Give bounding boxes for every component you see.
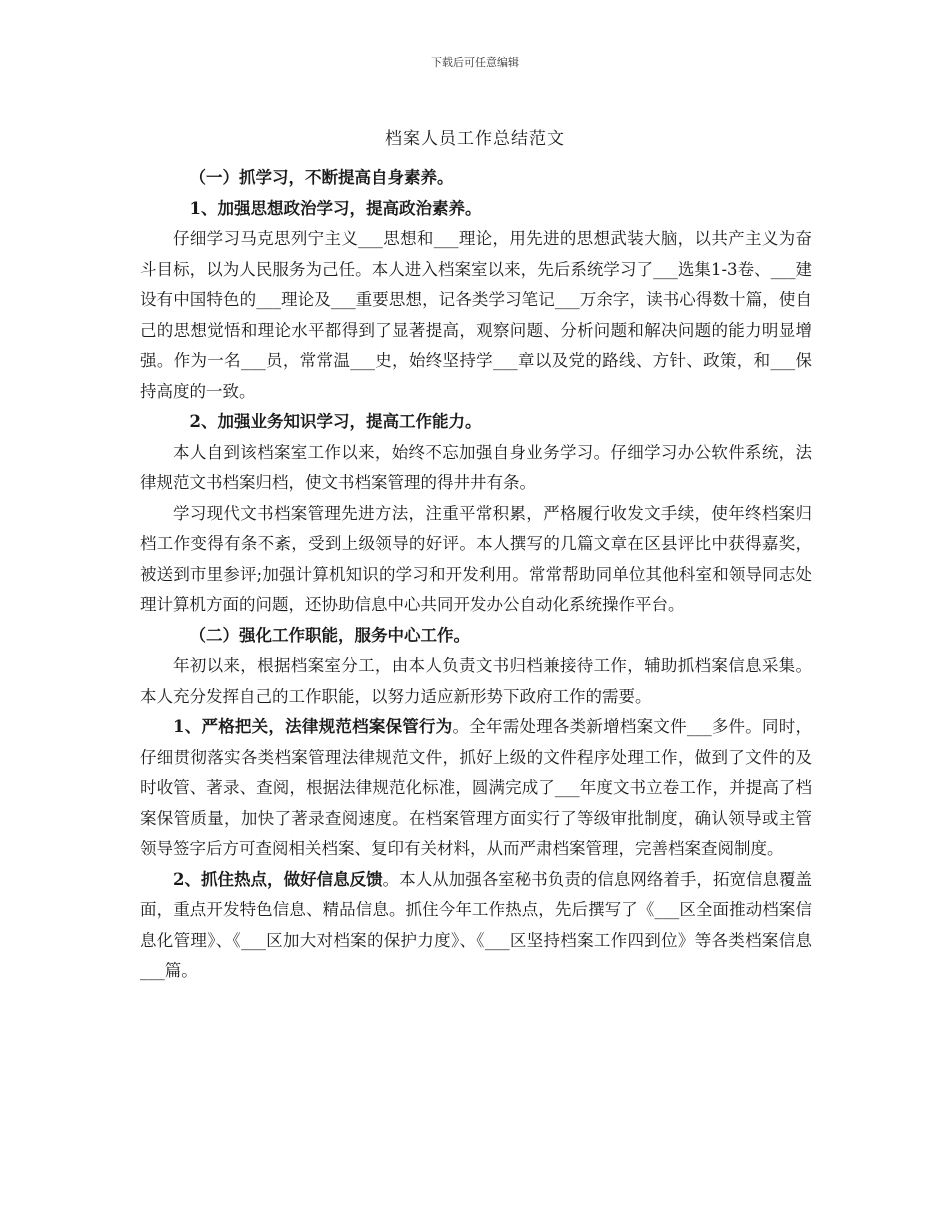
section2-intro-paragraph: 年初以来，根据档案室分工，由本人负责文书归档兼接待工作，辅助抓档案信息采集。本人充分发挥自己的工作职能，以努力适应新形势下政府工作的需要。	[140, 656, 812, 706]
section1-sub2-paragraph-1: 本人自到该档案室工作以来，始终不忘加强自身业务学习。仔细学习办公软件系统，法律规范文书档案归档，使文书档案管理的得井井有条。	[140, 442, 812, 492]
section1-heading: （一）抓学习，不断提高自身素养。	[189, 168, 454, 187]
section2-item2-text: 。本人从加强各室秘书负责的信息网络着手，拓宽信息覆盖面，重点开发特色信息、精品信息。抓住今年工作热点，先后撰写了《___区全面推动档案信息化管理》、《___区加大对档案的保护力度》、《___区坚持档案工作四到位》等各类档案信息___篇。	[140, 869, 813, 980]
section1-sub1-paragraph: 仔细学习马克思列宁主义___思想和___理论，用先进的思想武装大脑，以共产主义为奋斗目标，以为人民服务为己任。本人进入档案室以来，先后系统学习了___选集1-3卷、___建设有中国特色的___理论及___重要思想，记各类学习笔记___万余字，读书心得数十篇，使自己的思想觉悟和理论水平都得到了显著提高，观察问题、分析问题和解决问题的能力明显增强。作为一名___员，常常温___史，始终坚持学___章以及党的路线、方针、政策，和___保持高度的一致。	[140, 229, 812, 401]
page-header-note: 下载后可任意编辑	[431, 56, 519, 69]
section1-sub2-heading: 2、加强业务知识学习，提高工作能力。	[189, 412, 482, 431]
section2-item2-lead: 2、抓住热点，做好信息反馈	[173, 869, 383, 889]
section2-heading: （二）强化工作职能，服务中心工作。	[189, 625, 470, 645]
section2-item1-paragraph	[140, 712, 812, 865]
section1-sub2-paragraph-2: 学习现代文书档案管理先进方法，注重平常积累，严格履行收发文手续，使年终档案归档工作变得有条不紊，受到上级领导的好评。本人撰写的几篇文章在区县评比中获得嘉奖，被送到市里参评;加强计算机知识的学习和开发利用。常常帮助同单位其他科室和领导同志处理计算机方面的问题，还协助信息中心共同开发办公自动化系统操作平台。	[140, 503, 812, 614]
section2-item1-text: 。全年需处理各类新增档案文件___多件。同时，仔细贯彻落实各类档案管理法律规范文件，抓好上级的文件程序处理工作，做到了文件的及时收管、著录、查阅，根据法律规范化标准，圆满完成了___年度文书立卷工作，并提高了档案保管质量，加快了著录查阅速度。在档案管理方面实行了等级审批制度，确认领导或主管领导签字后方可查阅相关档案、复印有关材料，从而严肃档案管理，完善档案查阅制度。	[140, 717, 813, 858]
section1-sub1-heading: 1、加强思想政治学习，提高政治素养。	[189, 198, 482, 218]
section2-item1-lead: 1、严格把关，法律规范档案保管行为	[173, 717, 453, 736]
section2-item2-paragraph	[140, 865, 812, 987]
document-body	[140, 163, 812, 987]
document-title: 档案人员工作总结范文	[385, 129, 565, 149]
